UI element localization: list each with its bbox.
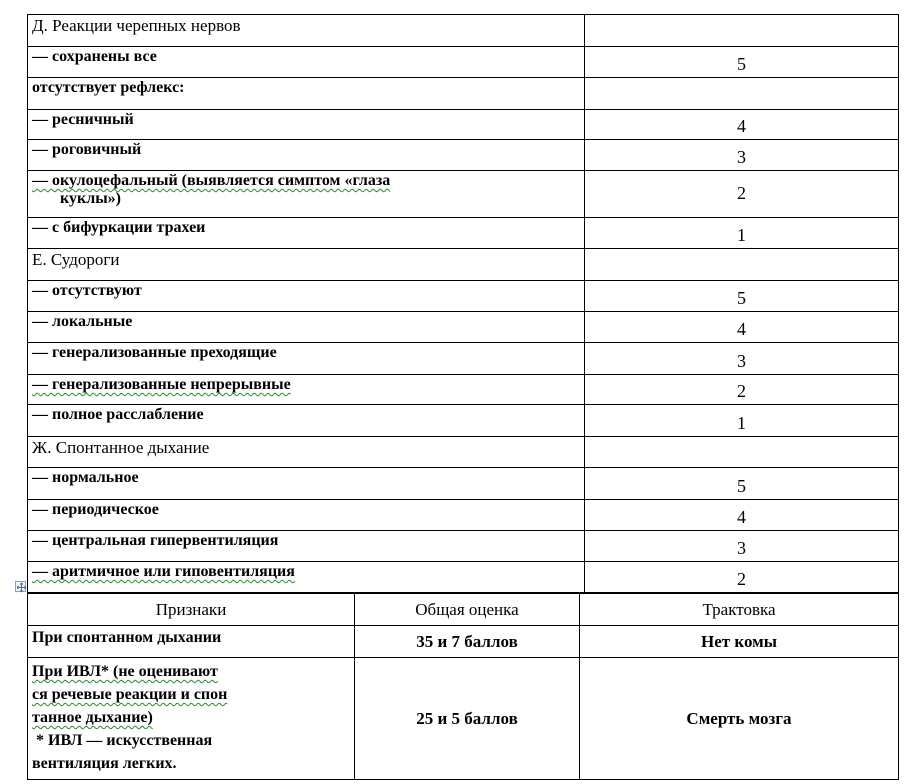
table-row <box>28 281 899 312</box>
score-cell <box>585 78 899 110</box>
row-label-multiline <box>28 171 585 218</box>
row-label: — локальные <box>28 312 585 343</box>
table-row <box>28 312 899 343</box>
row-label: — с бифуркации трахеи <box>28 218 585 249</box>
header-signs: Признаки <box>28 594 355 626</box>
score-cell: 4 <box>585 500 899 531</box>
score-cell: 4 <box>585 110 899 140</box>
row-label: — центральная гипервентиляция <box>28 531 585 562</box>
score-cell: 2 <box>585 375 899 405</box>
move-arrows-icon <box>16 582 27 593</box>
sign-line-text: При ИВЛ* (не оценивают <box>32 663 218 680</box>
row-label-line <box>32 190 580 208</box>
section-title: Ж. Спонтанное дыхание <box>28 437 585 468</box>
table-row <box>28 140 899 171</box>
table-row <box>28 468 899 500</box>
row-label: — периодическое <box>28 500 585 531</box>
score-cell <box>585 15 899 47</box>
row-label: — сохранены все <box>28 47 585 78</box>
interpretation-table <box>27 593 899 780</box>
section-title: Е. Судороги <box>28 249 585 281</box>
row-label-text: — аритмичное или гиповентиляция <box>32 563 295 580</box>
row-label: — генерализованные преходящие <box>28 343 585 375</box>
score-cell: 4 <box>585 312 899 343</box>
table-row <box>28 171 899 218</box>
table-row <box>28 15 899 47</box>
table-row <box>28 218 899 249</box>
table-row <box>28 658 899 780</box>
table-row <box>28 562 899 593</box>
score-cell: 5 <box>585 468 899 500</box>
sign-cell: При спонтанном дыхании <box>28 626 355 658</box>
table-row <box>28 249 899 281</box>
score-cell <box>585 437 899 468</box>
row-label-text: — окулоцефальный (выявляется симптом «глаза <box>32 172 391 189</box>
sign-line <box>32 706 350 729</box>
table-row <box>28 78 899 110</box>
score-cell: 1 <box>585 218 899 249</box>
row-label: — отсутствуют <box>28 281 585 312</box>
header-total-score: Общая оценка <box>355 594 580 626</box>
sign-line: * ИВЛ — искусственная <box>32 732 213 749</box>
score-cell: 3 <box>585 531 899 562</box>
row-label: отсутствует рефлекс: <box>28 78 585 110</box>
score-cell: 1 <box>585 405 899 437</box>
score-cell <box>585 249 899 281</box>
interpretation-cell: Нет комы <box>580 626 899 658</box>
interpretation-cell: Смерть мозга <box>580 658 899 780</box>
row-label: — ресничный <box>28 110 585 140</box>
row-label <box>28 375 585 405</box>
row-label: — полное расслабление <box>28 405 585 437</box>
row-label <box>28 562 585 593</box>
row-label-text: куклы») <box>60 190 122 207</box>
sign-line-text: танное дыхание) <box>32 709 153 726</box>
row-label: — роговичный <box>28 140 585 171</box>
table-row <box>28 626 899 658</box>
table-row <box>28 47 899 78</box>
score-cell: 3 <box>585 343 899 375</box>
sign-cell-multiline <box>28 658 355 780</box>
sign-line: вентиляция легких. <box>32 755 177 772</box>
table-row <box>28 437 899 468</box>
cranial-nerves-table <box>27 14 899 593</box>
section-title: Д. Реакции черепных нервов <box>28 15 585 47</box>
table-row <box>28 531 899 562</box>
score-cell: 5 <box>585 281 899 312</box>
table-move-handle[interactable] <box>15 581 26 592</box>
row-label-text: — генерализованные непрерывные <box>32 376 291 393</box>
table-row <box>28 110 899 140</box>
header-interpretation: Трактовка <box>580 594 899 626</box>
score-cell: 35 и 7 баллов <box>355 626 580 658</box>
score-cell: 2 <box>585 171 899 218</box>
row-label: — нормальное <box>28 468 585 500</box>
sign-line <box>32 683 350 706</box>
table-row <box>28 343 899 375</box>
row-label-line <box>32 172 580 190</box>
score-cell: 3 <box>585 140 899 171</box>
table-row <box>28 500 899 531</box>
table-row <box>28 405 899 437</box>
score-cell: 5 <box>585 47 899 78</box>
table-header-row <box>28 594 899 626</box>
score-cell: 2 <box>585 562 899 593</box>
table-row <box>28 375 899 405</box>
sign-line-text: ся речевые реакции и спон <box>32 686 228 703</box>
sign-line <box>32 660 350 683</box>
score-cell: 25 и 5 баллов <box>355 658 580 780</box>
